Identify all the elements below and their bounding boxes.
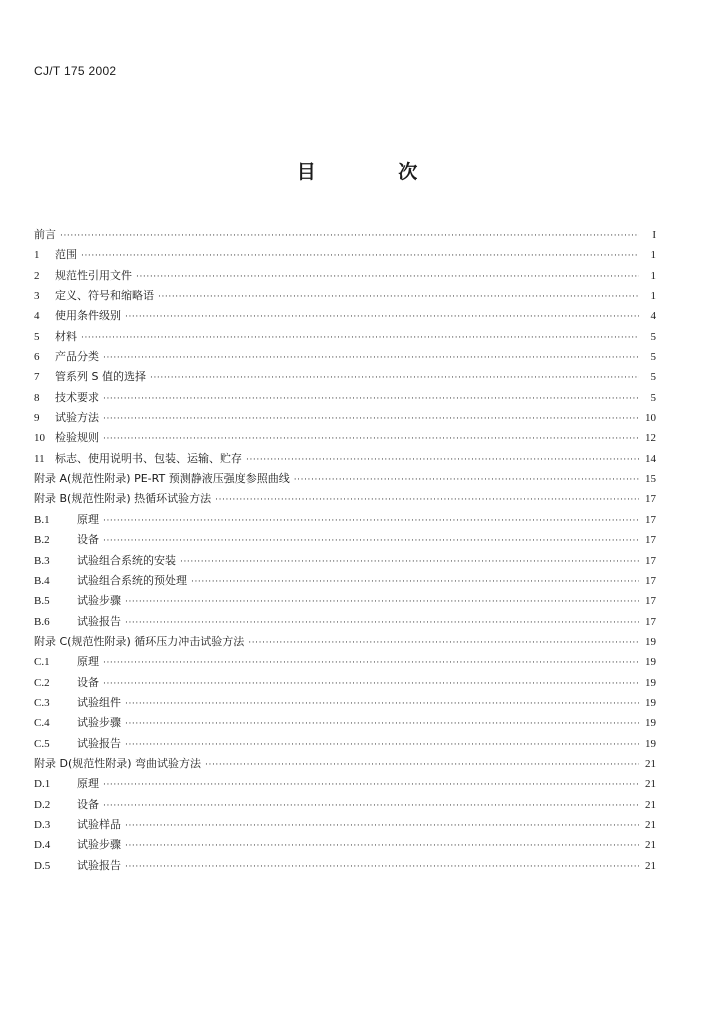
toc-entry-title: 规范性引用文件 [55,268,132,282]
toc-entry [34,226,656,246]
toc-entry-title: 试验方法 [55,411,99,425]
dot-leader [136,272,639,282]
toc-entry-page: 21 [645,818,656,831]
toc-entry [34,592,656,612]
dot-leader [158,292,639,302]
toc-entry [34,429,656,449]
dot-leader [248,638,639,648]
toc-entry-title: 附录 A(规范性附录) PE-RT 预测静液压强度参照曲线 [34,472,290,486]
toc-entry-number: D.5 [34,859,51,872]
toc-entry-title: 试验步骤 [77,838,121,852]
dot-leader [125,719,639,729]
dot-leader [125,618,639,628]
toc-entry-page: 5 [650,330,656,343]
toc-entry-number: 5 [34,330,40,343]
toc-entry-page: 21 [645,757,656,770]
toc-entry [34,307,656,327]
toc-entry-number: C.2 [34,676,50,689]
dot-leader [125,740,639,750]
toc-entry [34,714,656,734]
toc-entry-title: 试验报告 [77,736,121,750]
toc-entry-page: 17 [645,513,656,526]
toc-entry-title: 标志、使用说明书、包装、运输、贮存 [55,451,242,465]
toc-entry [34,857,656,877]
toc-entry-page: 17 [645,595,656,608]
toc-entry [34,674,656,694]
toc-entry [34,328,656,348]
dot-leader [205,760,639,770]
toc-entry [34,531,656,551]
toc-entry-title: 设备 [77,675,99,689]
toc-entry-number: B.4 [34,574,50,587]
toc-entry-page: 19 [645,635,656,648]
dot-leader [246,455,639,465]
toc-entry-page: 21 [645,859,656,872]
toc-entry [34,796,656,816]
toc-entry-page: 21 [645,798,656,811]
toc-entry-number: 6 [34,351,40,364]
toc-entry-title: 使用条件级别 [55,309,121,323]
dot-leader [180,557,639,567]
toc-entry [34,653,656,673]
toc-entry-page: 21 [645,839,656,852]
toc-entry [34,735,656,755]
toc-entry-number: C.3 [34,696,50,709]
dot-leader [103,658,639,668]
dot-leader [294,475,639,485]
table-of-contents [34,226,656,877]
toc-entry [34,836,656,856]
dot-leader [125,699,639,709]
toc-entry [34,470,656,490]
toc-entry-page: 1 [650,249,656,262]
dot-leader [125,312,639,322]
dot-leader [81,251,639,261]
toc-entry [34,450,656,470]
toc-entry-number: 9 [34,412,40,425]
toc-entry-title: 设备 [77,797,99,811]
toc-entry-title: 原理 [77,512,99,526]
toc-entry [34,633,656,653]
toc-entry-title: 产品分类 [55,350,99,364]
toc-entry-title: 前言 [34,228,56,241]
toc-entry [34,755,656,775]
toc-entry-number: B.5 [34,595,50,608]
toc-entry-number: B.1 [34,513,50,526]
toc-entry-page: 12 [645,432,656,445]
toc-entry-number: C.1 [34,656,50,669]
toc-entry [34,572,656,592]
toc-entry [34,694,656,714]
toc-entry-number: 3 [34,290,40,303]
dot-leader [125,597,639,607]
toc-entry-number: 4 [34,310,40,323]
dot-leader [103,801,639,811]
toc-entry [34,348,656,368]
toc-entry-number: 7 [34,371,40,384]
dot-leader [191,577,639,587]
toc-entry-number: 8 [34,391,40,404]
dot-leader [125,821,639,831]
toc-entry-page: I [652,229,656,241]
toc-entry-page: 5 [650,351,656,364]
toc-entry-number: D.3 [34,818,51,831]
toc-entry [34,775,656,795]
toc-entry-number: 1 [34,249,40,262]
page-title: 目 次 [296,161,456,183]
toc-entry-title: 原理 [77,655,99,669]
toc-entry-title: 试验报告 [77,858,121,872]
toc-entry-title: 附录 C(规范性附录) 循环压力冲击试验方法 [34,634,245,648]
dot-leader [60,231,639,241]
toc-entry-page: 17 [645,554,656,567]
dot-leader [150,373,639,383]
toc-entry [34,409,656,429]
toc-entry [34,511,656,531]
dot-leader [125,841,639,851]
dot-leader [103,780,639,790]
toc-entry-title: 试验步骤 [77,716,121,730]
toc-entry-number: B.6 [34,615,50,628]
toc-entry-page: 10 [645,412,656,425]
toc-entry-number: C.5 [34,737,50,750]
dot-leader [103,394,639,404]
toc-entry-page: 21 [645,778,656,791]
toc-entry-page: 15 [645,473,656,486]
toc-entry-number: B.2 [34,534,50,547]
toc-entry-title: 附录 D(规范性附录) 弯曲试验方法 [34,756,202,770]
toc-entry [34,389,656,409]
toc-entry-number: D.1 [34,778,51,791]
toc-entry-page: 5 [650,371,656,384]
toc-entry-page: 17 [645,534,656,547]
toc-entry-title: 材料 [55,329,77,343]
toc-entry-title: 试验报告 [77,614,121,628]
toc-entry-page: 14 [645,452,656,465]
toc-entry-page: 4 [650,310,656,323]
dot-leader [103,679,639,689]
toc-entry-page: 5 [650,391,656,404]
dot-leader [125,862,639,872]
toc-entry-page: 17 [645,574,656,587]
toc-entry-page: 19 [645,737,656,750]
toc-entry-page: 17 [645,493,656,506]
dot-leader [103,516,639,526]
toc-entry-page: 19 [645,676,656,689]
toc-entry-number: B.3 [34,554,50,567]
toc-entry-title: 试验组合系统的安装 [77,553,176,567]
toc-entry [34,368,656,388]
toc-entry-title: 试验样品 [77,817,121,831]
toc-entry-title: 附录 B(规范性附录) 热循环试验方法 [34,492,212,506]
toc-entry-title: 原理 [77,777,99,791]
toc-entry [34,287,656,307]
toc-entry-title: 试验步骤 [77,594,121,608]
toc-entry-page: 1 [650,269,656,282]
toc-entry-number: D.4 [34,839,51,852]
toc-entry-number: D.2 [34,798,51,811]
toc-entry-page: 19 [645,717,656,730]
toc-entry-title: 管系列 S 值的选择 [55,370,146,384]
toc-entry-number: 10 [34,432,45,445]
toc-entry-number: 11 [34,452,45,465]
toc-entry [34,816,656,836]
toc-entry-page: 1 [650,290,656,303]
toc-entry [34,246,656,266]
toc-entry-title: 试验组件 [77,695,121,709]
toc-entry-title: 技术要求 [55,390,99,404]
toc-entry [34,552,656,572]
toc-entry-page: 17 [645,615,656,628]
dot-leader [103,434,639,444]
toc-entry-title: 范围 [55,248,77,262]
toc-entry-number: 2 [34,269,40,282]
dot-leader [103,536,639,546]
document-code: CJ/T 175 2002 [34,64,117,78]
toc-entry-title: 检验规则 [55,431,99,445]
toc-entry-title: 定义、符号和缩略语 [55,289,154,303]
toc-entry [34,267,656,287]
toc-entry [34,613,656,633]
toc-entry-title: 设备 [77,533,99,547]
toc-entry-number: C.4 [34,717,50,730]
toc-entry-title: 试验组合系统的预处理 [77,573,187,587]
toc-entry-page: 19 [645,656,656,669]
dot-leader [103,414,639,424]
toc-entry-page: 19 [645,696,656,709]
dot-leader [215,495,639,505]
dot-leader [81,333,639,343]
toc-entry [34,490,656,510]
dot-leader [103,353,639,363]
